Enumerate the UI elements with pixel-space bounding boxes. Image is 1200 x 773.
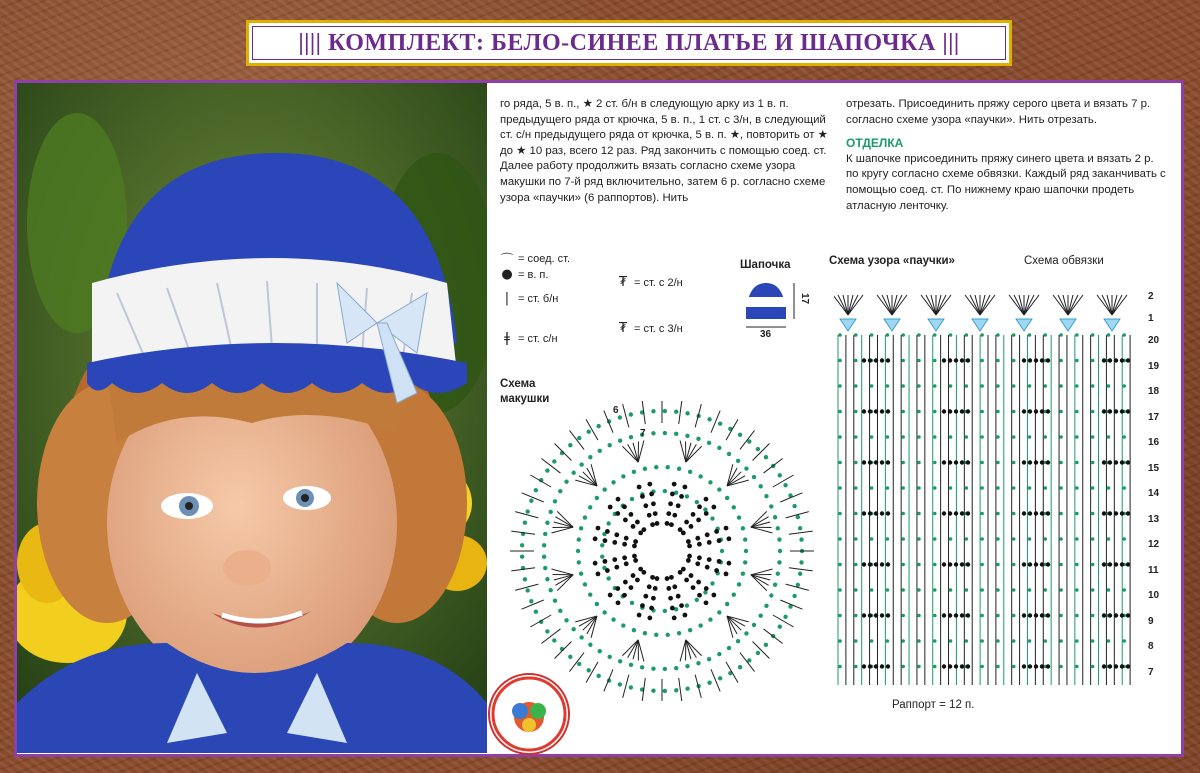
connecting-stitch-icon: ⌒ — [500, 253, 514, 268]
legend-item: | = ст. б/н — [500, 291, 558, 306]
row-number: 20 — [1148, 335, 1160, 346]
instruction-paragraph: Далее работу продолжить вязать согласно схеме узора макушки по 7-й ряд включительно, затем 6 р. согласно схеме узора «паучки» (6 раппортов). Нить — [500, 160, 826, 204]
row-number: 12 — [1148, 539, 1160, 550]
spider-chart — [834, 275, 1150, 685]
edging-chart-label: Схема обвязки — [1024, 255, 1104, 267]
hat-diagram — [742, 279, 822, 343]
crown-chart-label: макушки — [500, 393, 550, 405]
instruction-paragraph: К шапочке присоединить пряжу синего цвета и вязать 2 р. по кругу согласно схеме обвязки. Каждый ряд заканчивать с помощью соед. ст. По нижнему краю шапочки продеть атласную ленточку. — [846, 152, 1166, 212]
hat-height-label: 17 — [799, 292, 811, 305]
instructions-column-2 — [846, 97, 1168, 214]
hat-diagram-label: Шапочка — [740, 259, 791, 271]
instruction-paragraph: го ряда, 5 в. п., ★ 2 ст. б/н в следующую арку из 1 в. п. предыдущего ряда от крючка, 5 в. п., 1 ст. с 3/н, в следующий ст. с/н предыдущего ряда от крючка, 5 в. п. ★, повторить от ★ до ★ 10 раз, всего 12 раз. Ряд закончить с помощью соед. ст. — [500, 98, 828, 157]
row-number: 9 — [1148, 615, 1154, 627]
pattern-page — [488, 83, 1180, 753]
edging-row-number: 1 — [1148, 313, 1154, 324]
row-number: 15 — [1148, 462, 1160, 474]
row-number: 10 — [1148, 590, 1160, 601]
edging-row-number: 2 — [1148, 291, 1154, 302]
single-crochet-icon: | — [504, 291, 510, 306]
page-title: |||| КОМПЛЕКТ: БЕЛО-СИНЕЕ ПЛАТЬЕ И ШАПОЧКА ||| — [298, 29, 960, 56]
crown-row-label: 6 — [613, 405, 619, 416]
row-number: 13 — [1148, 513, 1160, 525]
row-number: 14 — [1148, 488, 1160, 499]
title-banner — [246, 20, 1012, 66]
double-crochet-icon: ǂ — [504, 331, 510, 346]
row-number: 17 — [1148, 411, 1160, 423]
legend-item: ₮ = ст. с 3/н — [616, 321, 683, 336]
repeat-label: Раппорт = 12 п. — [892, 699, 975, 711]
row-number: 11 — [1148, 564, 1159, 576]
row-number: 7 — [1148, 666, 1154, 678]
child-photo — [17, 83, 487, 753]
legend-item: ⌒ = соед. ст. — [500, 249, 570, 268]
treble-crochet-icon: ₮ — [618, 275, 628, 290]
row-number: 8 — [1148, 641, 1154, 652]
legend-item: ǂ = ст. с/н — [500, 331, 558, 346]
row-number: 18 — [1148, 386, 1160, 397]
legend-item: ● = в. п. — [501, 267, 549, 282]
instructions-column-1 — [500, 97, 832, 206]
double-treble-crochet-icon: ₮ — [618, 321, 628, 336]
row-number: 19 — [1148, 360, 1160, 372]
chain-stitch-icon: ● — [501, 267, 513, 282]
instruction-paragraph: отрезать. Присоединить пряжу серого цвета и вязать 7 р. согласно схеме узора «паучки». Нить отрезать. — [846, 98, 1151, 126]
magazine-logo — [488, 673, 570, 755]
crown-chart — [502, 401, 822, 701]
crown-row-label: 7 — [640, 428, 646, 439]
crown-chart-label: Схема — [500, 378, 536, 390]
legend-item: ₮ = ст. с 2/н — [616, 275, 683, 290]
spider-chart-label: Схема узора «паучки» — [829, 255, 955, 267]
row-number: 16 — [1148, 437, 1160, 448]
hat-width-label: 36 — [760, 329, 772, 340]
section-title-finishing: ОТДЕЛКА — [846, 136, 904, 151]
